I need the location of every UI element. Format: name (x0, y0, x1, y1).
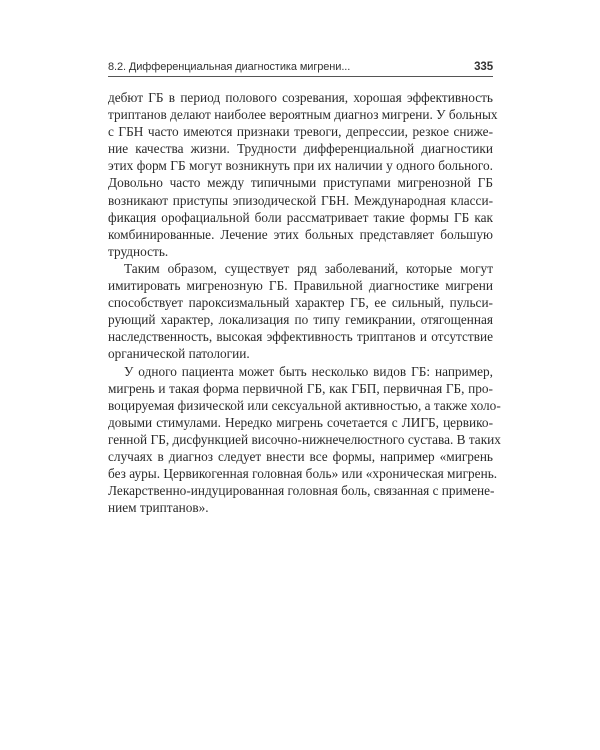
text-line: Таким образом, существует ряд заболеваний, которые могут (124, 260, 493, 276)
text-line: наследственность, высокая эффективность триптанов и отсутствие (108, 329, 493, 345)
text-line: ние качества жизни. Трудности дифференциальной диагностики (108, 141, 493, 157)
page-number: 335 (474, 61, 493, 73)
paragraph-3 (108, 363, 501, 517)
text-line: фикация орофациальной боли рассматривает такие формы ГБ как (108, 209, 493, 225)
text-line: Лекарственно-индуцированная головная боль, связанная с примене- (108, 483, 495, 499)
text-line: способствует пароксизмальный характер ГБ, ее сильный, пульси- (108, 295, 493, 311)
text-line: рующий характер, локализация по типу гемикрании, отягощенная (108, 312, 493, 328)
text-line: случаях в диагноз следует внести все формы, например «мигрень (108, 448, 493, 464)
text-line: У одного пациента может быть несколько видов ГБ: например, (124, 363, 493, 379)
text-line: с ГБН часто имеются признаки тревоги, депрессии, резкое сниже- (108, 124, 493, 140)
text-line: нием триптанов». (108, 500, 209, 516)
text-line: этих форм ГБ могут возникнуть при их наличии у одного больного. (108, 158, 493, 174)
running-header (108, 56, 493, 74)
text-line: без ауры. Цервикогенная головная боль» или «хроническая мигрень. (108, 466, 498, 482)
text-line: комбинированные. Лечение этих больных представляет большую (108, 226, 493, 242)
text-line: триптанов делают наиболее вероятным диагноз мигрени. У больных (108, 107, 498, 123)
text-line: довыми стимулами. Нередко мигрень сочетается с ЛИГБ, цервико- (108, 414, 493, 430)
paragraph-1 (108, 89, 498, 260)
text-line: органической патологии. (108, 346, 250, 362)
header-rule (108, 76, 493, 77)
text-line: имитировать мигренозную ГБ. Правильной диагностике мигрени (108, 278, 493, 294)
text-line: возникают приступы эпизодической ГБН. Международная класси- (108, 192, 493, 208)
text-line: генной ГБ, дисфункцией височно-нижнечелюстного сустава. В таких (108, 431, 501, 447)
running-header-section-title: 8.2. Дифференциальная диагностика мигрени... (108, 61, 351, 73)
body-text (108, 89, 501, 516)
text-line: воцируемая физической или сексуальной активностью, а также холо- (108, 397, 501, 413)
text-line: Довольно часто между типичными приступами мигренозной ГБ (108, 175, 493, 191)
text-line: трудность. (108, 243, 169, 259)
text-line: дебют ГБ в период полового созревания, хорошая эффективность (108, 90, 493, 105)
text-line: мигрень и такая форма первичной ГБ, как ГБП, первичная ГБ, про- (108, 380, 493, 396)
paragraph-2 (108, 260, 493, 363)
